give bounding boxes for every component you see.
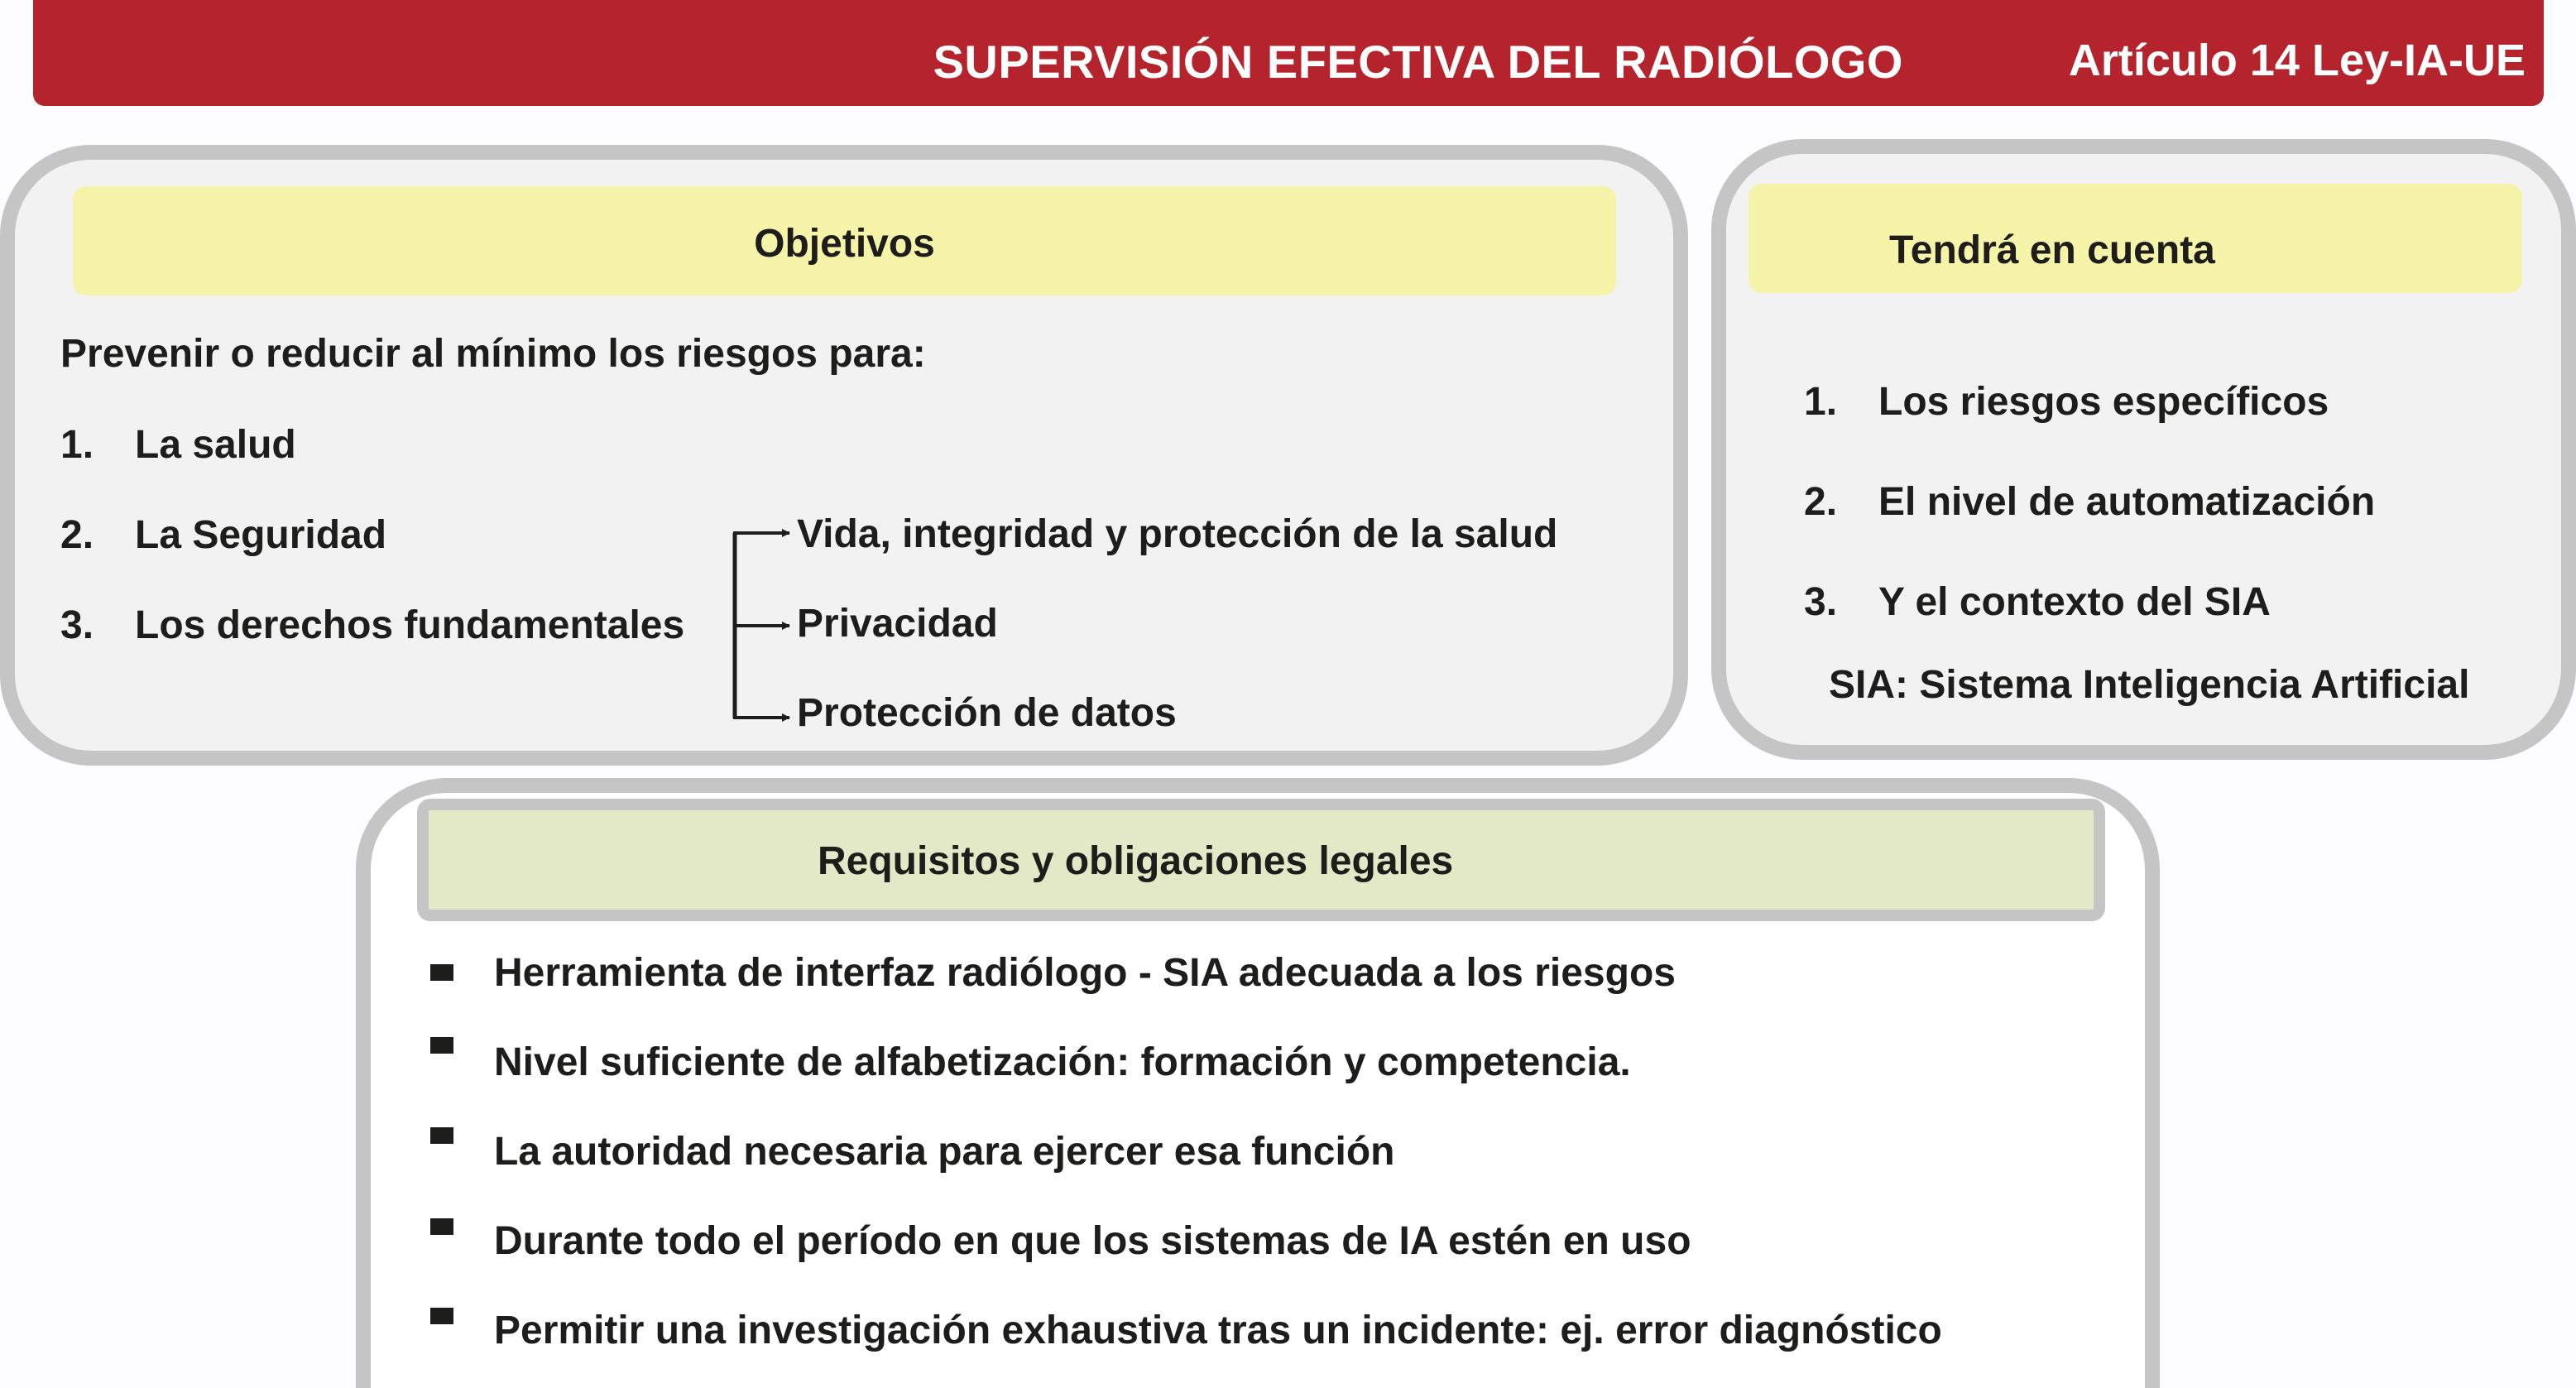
- objetivos-heading: Objetivos: [73, 186, 1616, 295]
- bullet-icon: [430, 1037, 453, 1054]
- derecho-sub-item: Protección de datos: [797, 691, 1177, 735]
- derecho-sub-item: Privacidad: [797, 602, 998, 646]
- tendra-number: 1.: [1804, 380, 1838, 424]
- tendra-item: [1804, 379, 2329, 425]
- bullet-icon: [430, 964, 453, 981]
- objetivo-number: 3.: [60, 603, 94, 647]
- derecho-sub-item: Vida, integridad y protección de la salud: [797, 512, 1558, 556]
- tendra-item: [1804, 579, 2271, 625]
- bullet-icon: [430, 1127, 453, 1144]
- objetivo-number: 1.: [60, 423, 94, 467]
- banner-title: SUPERVISIÓN EFECTIVA DEL RADIÓLOGO: [933, 36, 1903, 88]
- requisito-item: La autoridad necesaria para ejercer esa función: [494, 1130, 1395, 1174]
- objetivo-number: 2.: [60, 513, 94, 557]
- bracket-arrows: [720, 513, 794, 728]
- objetivo-item: [60, 422, 296, 468]
- sia-definition-note: SIA: Sistema Inteligencia Artificial: [1829, 663, 2470, 707]
- tendra-item: [1804, 479, 2375, 525]
- bullet-icon: [430, 1308, 453, 1324]
- tendra-label: El nivel de automatización: [1878, 480, 2376, 524]
- requisito-item: Nivel suficiente de alfabetización: formación y competencia.: [494, 1040, 1631, 1084]
- requisito-item: Durante todo el período en que los sistemas de IA estén en uso: [494, 1219, 1691, 1263]
- objetivo-item: [60, 512, 386, 558]
- objetivo-item: [60, 603, 684, 648]
- objetivo-label: Los derechos fundamentales: [135, 603, 685, 647]
- requisitos-heading: Requisitos y obligaciones legales: [417, 799, 2105, 921]
- requisito-item: Permitir una investigación exhaustiva tras un incidente: ej. error diagnóstico: [494, 1309, 1942, 1352]
- bullet-icon: [430, 1218, 453, 1235]
- banner-article-reference: Artículo 14 Ley-IA-UE: [2068, 36, 2526, 85]
- tendra-label: Los riesgos específicos: [1878, 380, 2329, 424]
- objetivo-label: La salud: [135, 423, 296, 467]
- title-banner: [33, 0, 2544, 106]
- tendra-number: 3.: [1804, 580, 1838, 624]
- tendra-label: Y el contexto del SIA: [1878, 580, 2271, 624]
- tendra-number: 2.: [1804, 480, 1838, 524]
- requisito-item: Herramienta de interfaz radiólogo - SIA adecuada a los riesgos: [494, 951, 1676, 995]
- objetivo-label: La Seguridad: [135, 513, 387, 557]
- objetivos-intro: Prevenir o reducir al mínimo los riesgos para:: [60, 332, 926, 376]
- tendra-heading: Tendrá en cuenta: [1749, 184, 2522, 293]
